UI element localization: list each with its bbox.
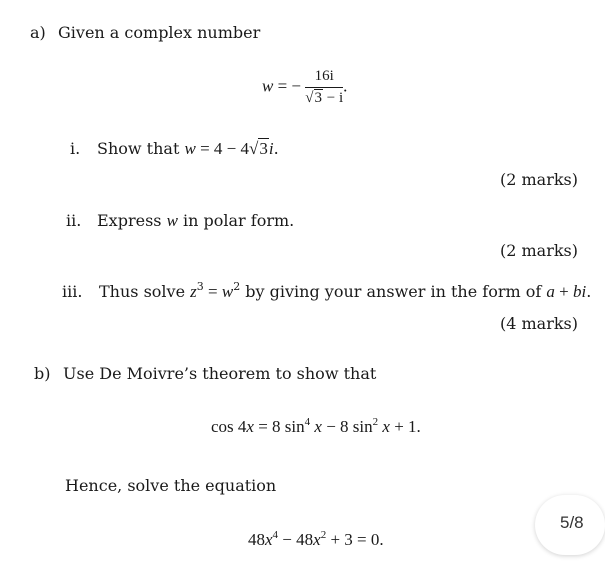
polynomial-equation: $48x^4 - 48x^2 + 3 = 0$. (248, 529, 384, 549)
item-i-text: Show that w = 4 − 4√3i. (97, 139, 279, 158)
item-iii-text: Thus solve $z^3 = w^2$ by giving your answer in the form of a + bi. (99, 280, 592, 301)
item-ii-text: Express w in polar form. (97, 211, 295, 230)
trig-identity: cos 4x = 8 $\sin^4 x - 8$ $\sin^2 x + 1$. (211, 416, 421, 436)
w-fraction: $\frac{16i}{√3 - i}$ (305, 68, 344, 106)
part-b-label: b) (34, 364, 51, 383)
item-ii-number: ii. (66, 211, 82, 230)
page-indicator-text: 5/8 (560, 513, 584, 532)
part-b-intro: Use De Moivre’s theorem to show that (63, 364, 377, 383)
part-a-label: a) (30, 23, 46, 42)
item-ii-marks: (2 marks) (499, 241, 578, 260)
part-a-intro: Given a complex number (58, 23, 261, 42)
item-iii-number: iii. (62, 282, 83, 301)
w-definition: w = − $\frac{16i}{√3 - i}$ . (262, 68, 348, 106)
item-i-marks: (2 marks) (499, 170, 578, 189)
item-iii-marks: (4 marks) (499, 314, 578, 333)
item-i-number: i. (70, 139, 81, 158)
hence-text: Hence, solve the equation (65, 476, 277, 495)
page-indicator-badge[interactable] (535, 495, 605, 555)
